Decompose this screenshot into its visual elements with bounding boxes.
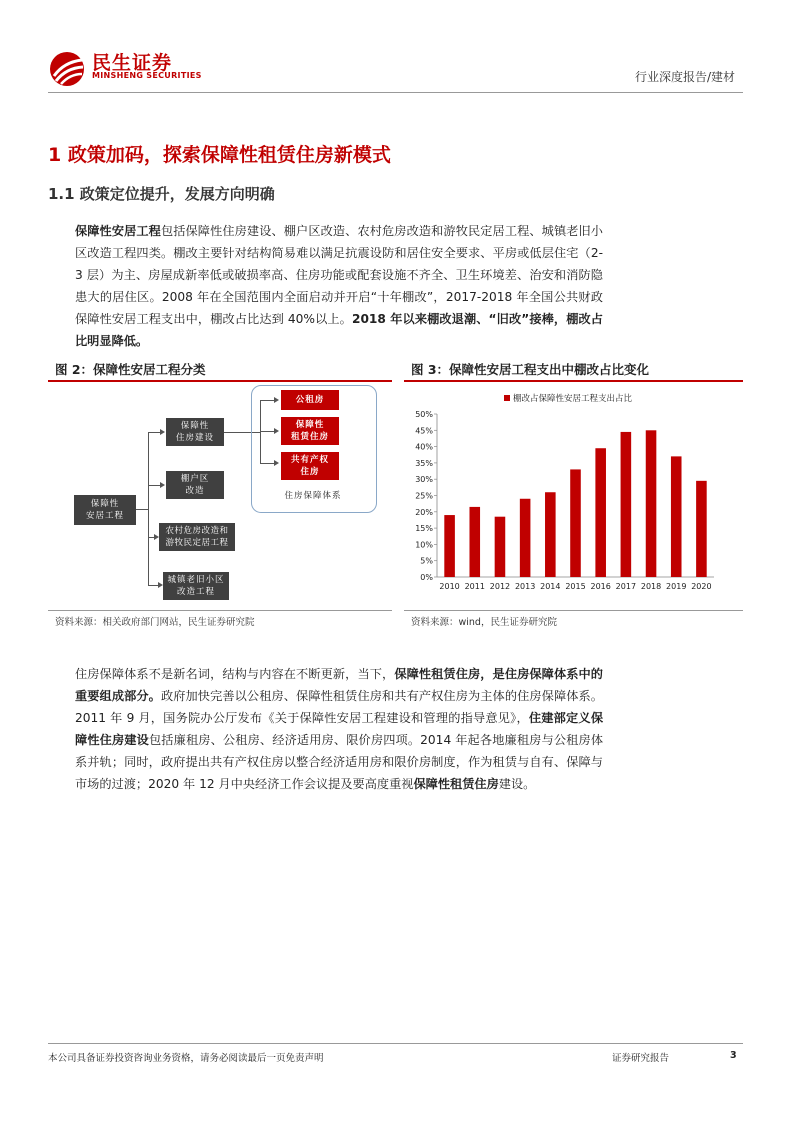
y-tick-label: 30%: [415, 475, 433, 485]
sub-affordable-rental: 保障性 租赁住房: [281, 417, 339, 445]
y-tick-label: 40%: [415, 442, 433, 452]
bar-2020: [696, 481, 707, 577]
bar-chart: [404, 383, 743, 608]
chart-bars: [444, 430, 706, 577]
y-tick-label: 20%: [415, 507, 433, 517]
branch-shantytown-renovation: 棚户区 改造: [166, 471, 224, 499]
branch-rural-renovation: 农村危房改造和 游牧民定居工程: [159, 523, 235, 551]
header-divider: [48, 92, 743, 93]
section-heading: 1 政策加码，探索保障性租赁住房新模式: [48, 144, 391, 166]
paragraph-2: [75, 663, 603, 795]
diagram-trunk-line: [136, 509, 148, 510]
legend-swatch: [504, 395, 510, 401]
figure3-top-rule: [404, 380, 743, 382]
x-tick-label: 2019: [666, 582, 687, 591]
diagram-root-node: 保障性 安居工程: [74, 495, 136, 525]
sub-public-rental: 公租房: [281, 390, 339, 410]
y-tick-label: 50%: [415, 410, 433, 419]
y-tick-label: 0%: [420, 573, 433, 582]
report-type-label: 行业深度报告/建材: [634, 70, 735, 84]
arrow-icon: [160, 429, 165, 435]
figure2-bottom-rule: [48, 610, 392, 611]
x-tick-label: 2011: [464, 582, 485, 591]
bar-2015: [570, 469, 581, 577]
sub-shared-ownership: 共有产权 住房: [281, 452, 339, 480]
para2-bold-1: 保障性租赁住房，是住房保障体系中的重要组成部分。: [75, 667, 603, 703]
connector-line: [148, 432, 160, 433]
footer-divider: [48, 1043, 743, 1044]
x-tick-label: 2017: [615, 582, 637, 591]
para2-text-4: 建设。: [498, 777, 536, 791]
bar-2016: [595, 448, 606, 577]
bar-2014: [545, 492, 556, 577]
subsection-heading: 1.1 政策定位提升，发展方向明确: [48, 185, 275, 203]
figure3-bottom-rule: [404, 610, 743, 611]
connector-line: [148, 485, 160, 486]
para2-bold-3: 保障性租赁住房: [413, 777, 499, 791]
para1-bold-tail: 2018 年以来棚改退潮、“旧改”接棒，棚改占比明显降低。: [75, 312, 603, 348]
y-tick-label: 25%: [415, 491, 433, 501]
footer-label: 证券研究报告: [612, 1053, 670, 1064]
para2-bold-2: 住建部定义保障性住房建设: [75, 711, 604, 747]
bar-2018: [646, 430, 657, 577]
branch-housing-construction: 保障性 住房建设: [166, 418, 224, 446]
bar-2011: [469, 507, 480, 577]
x-tick-label: 2016: [590, 582, 611, 591]
page-number: 3: [730, 1050, 737, 1061]
y-tick-label: 15%: [415, 524, 433, 534]
y-tick-label: 10%: [415, 540, 433, 550]
x-tick-label: 2015: [565, 582, 586, 591]
figure2-source: 资料来源：相关政府部门网站，民生证券研究院: [55, 617, 255, 628]
x-tick-label: 2012: [489, 582, 511, 591]
group-label: 住房保障体系: [284, 491, 342, 501]
logo-text-en: MINSHENG SECURITIES: [92, 71, 202, 80]
x-tick-label: 2014: [540, 582, 561, 591]
x-tick-label: 2013: [514, 582, 536, 591]
bar-2012: [495, 517, 506, 577]
y-tick-label: 5%: [420, 556, 433, 566]
x-tick-label: 2018: [640, 582, 662, 591]
x-tick-label: 2010: [439, 582, 460, 591]
x-tick-label: 2020: [691, 582, 712, 591]
connector-line: [148, 585, 158, 586]
chart-legend: [504, 393, 633, 404]
figure3-title: 图 3：保障性安居工程支出中棚改占比变化: [411, 362, 650, 377]
paragraph-1: [75, 220, 603, 352]
para2-text-2: 政府加快完善以公租房、保障性租赁住房和共有产权住房为主体的住房保障体系。2011 年 9 月，国务院办公厅发布《关于保障性安居工程建设和管理的指导意见》，: [75, 689, 603, 725]
para1-bold-lead: 保障性安居工程: [75, 224, 161, 238]
y-tick-label: 35%: [415, 458, 433, 468]
chart-labels: [415, 410, 711, 591]
minsheng-logo-icon: [48, 50, 88, 88]
footer-disclaimer: 本公司具备证券投资咨询业务资格，请务必阅读最后一页免责声明: [48, 1053, 324, 1064]
bar-2013: [520, 499, 531, 577]
para2-text-3: 包括廉租房、公租房、经济适用房、限价房四项。2014 年起各地廉租房与公租房体系并轨；同时，政府提出共有产权住房以整合经济适用房和限价房制度，作为租赁与自有、保障与市场的过渡；2020 年 12 月中央经济工作会议提及要高度重视: [75, 733, 604, 791]
para1-text: 包括保障性住房建设、棚户区改造、农村危房改造和游牧民定居工程、城镇老旧小区改造工程四类。棚改主要针对结构简易难以满足抗震设防和居住安全要求、平房或低层住宅（2-3 层）为主、房屋成新率低或破损率高、住房功能或配套设施不齐全、卫生环境差、治安和消防隐患大的居住区。2008 年在全国范围内全面启动并开启“十年棚改”，2017-2018 年全国公共财政保障性安居工程支出中，棚改占比达到 40%以上。: [75, 224, 603, 326]
figure2-title: 图 2：保障性安居工程分类: [55, 362, 206, 377]
bar-2010: [444, 515, 455, 577]
diagram-vertical-line: [148, 432, 149, 585]
branch-old-community-renovation: 城镇老旧小区 改造工程: [163, 572, 229, 600]
logo-text-cn: 民生证券: [92, 52, 173, 74]
legend-label: 棚改占保障性安居工程支出占比: [513, 394, 633, 404]
classification-diagram: [48, 382, 392, 608]
bar-2019: [671, 456, 682, 577]
figure3-source: 资料来源：wind，民生证券研究院: [411, 617, 557, 628]
bar-2017: [621, 432, 632, 577]
arrow-icon: [160, 482, 165, 488]
para2-text-1: 住房保障体系不是新名词，结构与内容在不断更新，当下，: [75, 667, 395, 681]
y-tick-label: 45%: [415, 426, 433, 436]
